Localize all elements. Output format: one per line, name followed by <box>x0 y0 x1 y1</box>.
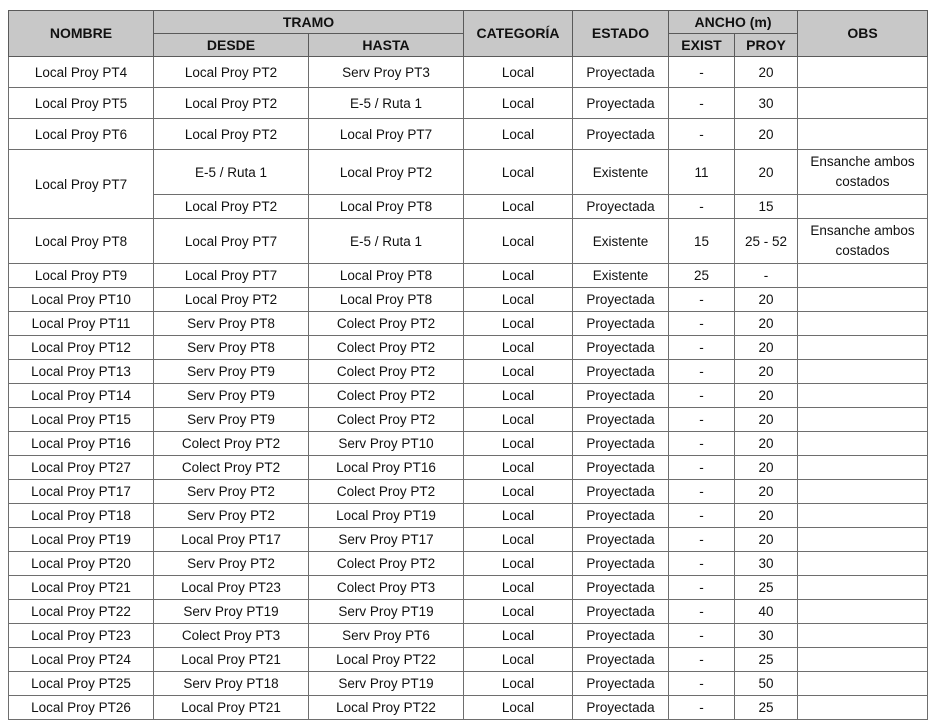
cell-proy: 25 <box>735 696 798 720</box>
cell-desde: Colect Proy PT2 <box>154 456 309 480</box>
cell-proy: 20 <box>735 528 798 552</box>
cell-proy: 20 <box>735 456 798 480</box>
table-row <box>9 264 928 288</box>
cell-exist: - <box>669 672 735 696</box>
cell-categoria: Local <box>464 57 573 88</box>
cell-hasta: Colect Proy PT2 <box>309 360 464 384</box>
table-row <box>9 288 928 312</box>
cell-desde: Serv Proy PT2 <box>154 480 309 504</box>
cell-exist: - <box>669 456 735 480</box>
table-container <box>8 10 928 720</box>
cell-nombre: Local Proy PT16 <box>9 432 154 456</box>
cell-estado: Proyectada <box>573 648 669 672</box>
cell-proy: 20 <box>735 288 798 312</box>
cell-desde: Serv Proy PT2 <box>154 552 309 576</box>
cell-proy: 50 <box>735 672 798 696</box>
table-row <box>9 88 928 119</box>
table-row <box>9 312 928 336</box>
cell-estado: Proyectada <box>573 672 669 696</box>
cell-estado: Proyectada <box>573 384 669 408</box>
cell-nombre: Local Proy PT18 <box>9 504 154 528</box>
cell-obs <box>798 672 928 696</box>
cell-hasta: Serv Proy PT19 <box>309 672 464 696</box>
cell-estado: Proyectada <box>573 336 669 360</box>
cell-estado: Proyectada <box>573 57 669 88</box>
cell-hasta: Serv Proy PT10 <box>309 432 464 456</box>
cell-desde: Colect Proy PT3 <box>154 624 309 648</box>
cell-proy: 20 <box>735 336 798 360</box>
cell-obs <box>798 119 928 150</box>
cell-obs <box>798 57 928 88</box>
cell-estado: Proyectada <box>573 552 669 576</box>
cell-categoria: Local <box>464 504 573 528</box>
cell-estado: Proyectada <box>573 288 669 312</box>
cell-obs <box>798 480 928 504</box>
cell-nombre: Local Proy PT20 <box>9 552 154 576</box>
cell-desde: Colect Proy PT2 <box>154 432 309 456</box>
cell-exist: - <box>669 312 735 336</box>
cell-hasta: Serv Proy PT19 <box>309 600 464 624</box>
cell-exist: - <box>669 624 735 648</box>
cell-obs <box>798 552 928 576</box>
cell-estado: Proyectada <box>573 576 669 600</box>
cell-desde: Local Proy PT23 <box>154 576 309 600</box>
table-row <box>9 57 928 88</box>
table-row <box>9 408 928 432</box>
cell-categoria: Local <box>464 195 573 219</box>
cell-proy: - <box>735 264 798 288</box>
cell-obs <box>798 384 928 408</box>
cell-categoria: Local <box>464 384 573 408</box>
cell-exist: - <box>669 552 735 576</box>
cell-proy: 20 <box>735 480 798 504</box>
cell-hasta: Local Proy PT2 <box>309 150 464 195</box>
cell-estado: Proyectada <box>573 600 669 624</box>
header-proy: PROY <box>735 34 798 57</box>
cell-categoria: Local <box>464 600 573 624</box>
header-obs: OBS <box>798 11 928 57</box>
cell-exist: - <box>669 195 735 219</box>
cell-proy: 20 <box>735 408 798 432</box>
cell-obs <box>798 648 928 672</box>
cell-exist: - <box>669 432 735 456</box>
cell-proy: 20 <box>735 432 798 456</box>
cell-hasta: Colect Proy PT3 <box>309 576 464 600</box>
cell-hasta: Local Proy PT7 <box>309 119 464 150</box>
cell-exist: - <box>669 119 735 150</box>
cell-hasta: Local Proy PT16 <box>309 456 464 480</box>
cell-categoria: Local <box>464 432 573 456</box>
cell-desde: Local Proy PT2 <box>154 88 309 119</box>
cell-obs <box>798 504 928 528</box>
header-categoria: CATEGORÍA <box>464 11 573 57</box>
cell-desde: Serv Proy PT8 <box>154 312 309 336</box>
cell-proy: 30 <box>735 552 798 576</box>
cell-proy: 25 <box>735 576 798 600</box>
table-row <box>9 119 928 150</box>
cell-estado: Existente <box>573 219 669 264</box>
cell-categoria: Local <box>464 360 573 384</box>
cell-hasta: Serv Proy PT17 <box>309 528 464 552</box>
cell-obs <box>798 456 928 480</box>
cell-desde: Local Proy PT7 <box>154 219 309 264</box>
cell-estado: Proyectada <box>573 528 669 552</box>
cell-estado: Proyectada <box>573 624 669 648</box>
cell-nombre: Local Proy PT8 <box>9 219 154 264</box>
cell-proy: 25 - 52 <box>735 219 798 264</box>
header-nombre: NOMBRE <box>9 11 154 57</box>
cell-desde: Local Proy PT21 <box>154 648 309 672</box>
header-hasta: HASTA <box>309 34 464 57</box>
cell-nombre: Local Proy PT10 <box>9 288 154 312</box>
cell-desde: Serv Proy PT2 <box>154 504 309 528</box>
cell-desde: Serv Proy PT9 <box>154 384 309 408</box>
cell-nombre: Local Proy PT5 <box>9 88 154 119</box>
cell-exist: - <box>669 576 735 600</box>
cell-estado: Proyectada <box>573 88 669 119</box>
cell-exist: - <box>669 88 735 119</box>
cell-hasta: Colect Proy PT2 <box>309 408 464 432</box>
table-row <box>9 528 928 552</box>
cell-hasta: Local Proy PT8 <box>309 288 464 312</box>
cell-categoria: Local <box>464 648 573 672</box>
cell-desde: Local Proy PT17 <box>154 528 309 552</box>
cell-hasta: Colect Proy PT2 <box>309 480 464 504</box>
cell-nombre: Local Proy PT7 <box>9 150 154 219</box>
cell-exist: - <box>669 288 735 312</box>
cell-hasta: Local Proy PT22 <box>309 648 464 672</box>
cell-exist: - <box>669 408 735 432</box>
cell-categoria: Local <box>464 552 573 576</box>
cell-obs <box>798 312 928 336</box>
cell-desde: E-5 / Ruta 1 <box>154 150 309 195</box>
cell-desde: Serv Proy PT9 <box>154 408 309 432</box>
cell-nombre: Local Proy PT4 <box>9 57 154 88</box>
cell-categoria: Local <box>464 528 573 552</box>
road-table <box>8 10 928 720</box>
cell-hasta: Colect Proy PT2 <box>309 384 464 408</box>
header-estado: ESTADO <box>573 11 669 57</box>
table-row <box>9 360 928 384</box>
table-row <box>9 219 928 264</box>
cell-hasta: Local Proy PT19 <box>309 504 464 528</box>
cell-estado: Proyectada <box>573 312 669 336</box>
cell-nombre: Local Proy PT17 <box>9 480 154 504</box>
cell-exist: - <box>669 696 735 720</box>
cell-exist: 15 <box>669 219 735 264</box>
table-row <box>9 432 928 456</box>
cell-categoria: Local <box>464 576 573 600</box>
cell-nombre: Local Proy PT11 <box>9 312 154 336</box>
cell-nombre: Local Proy PT14 <box>9 384 154 408</box>
cell-exist: - <box>669 600 735 624</box>
cell-hasta: E-5 / Ruta 1 <box>309 219 464 264</box>
cell-obs <box>798 408 928 432</box>
cell-estado: Proyectada <box>573 480 669 504</box>
cell-categoria: Local <box>464 408 573 432</box>
cell-exist: - <box>669 336 735 360</box>
cell-hasta: Colect Proy PT2 <box>309 552 464 576</box>
header-exist: EXIST <box>669 34 735 57</box>
cell-desde: Serv Proy PT8 <box>154 336 309 360</box>
cell-categoria: Local <box>464 312 573 336</box>
cell-exist: - <box>669 480 735 504</box>
cell-estado: Proyectada <box>573 456 669 480</box>
cell-categoria: Local <box>464 88 573 119</box>
cell-categoria: Local <box>464 480 573 504</box>
cell-categoria: Local <box>464 150 573 195</box>
cell-obs <box>798 696 928 720</box>
cell-obs <box>798 576 928 600</box>
cell-categoria: Local <box>464 696 573 720</box>
cell-proy: 40 <box>735 600 798 624</box>
cell-proy: 25 <box>735 648 798 672</box>
cell-hasta: Serv Proy PT3 <box>309 57 464 88</box>
cell-categoria: Local <box>464 219 573 264</box>
cell-desde: Local Proy PT7 <box>154 264 309 288</box>
cell-proy: 20 <box>735 57 798 88</box>
cell-exist: - <box>669 648 735 672</box>
cell-obs <box>798 88 928 119</box>
cell-categoria: Local <box>464 624 573 648</box>
cell-proy: 20 <box>735 119 798 150</box>
cell-obs: Ensanche ambos costados <box>798 219 928 264</box>
table-header <box>9 11 928 57</box>
table-row <box>9 456 928 480</box>
cell-categoria: Local <box>464 119 573 150</box>
cell-proy: 20 <box>735 360 798 384</box>
cell-obs <box>798 432 928 456</box>
cell-nombre: Local Proy PT19 <box>9 528 154 552</box>
cell-obs <box>798 624 928 648</box>
cell-proy: 30 <box>735 88 798 119</box>
cell-exist: - <box>669 528 735 552</box>
cell-hasta: Serv Proy PT6 <box>309 624 464 648</box>
cell-estado: Proyectada <box>573 432 669 456</box>
cell-nombre: Local Proy PT24 <box>9 648 154 672</box>
header-desde: DESDE <box>154 34 309 57</box>
cell-estado: Proyectada <box>573 119 669 150</box>
cell-hasta: Local Proy PT8 <box>309 264 464 288</box>
cell-hasta: Local Proy PT8 <box>309 195 464 219</box>
table-row <box>9 696 928 720</box>
cell-exist: 25 <box>669 264 735 288</box>
cell-obs <box>798 336 928 360</box>
cell-nombre: Local Proy PT27 <box>9 456 154 480</box>
table-row <box>9 576 928 600</box>
table-row <box>9 336 928 360</box>
table-row <box>9 150 928 195</box>
cell-proy: 20 <box>735 504 798 528</box>
cell-hasta: Colect Proy PT2 <box>309 312 464 336</box>
table-row <box>9 552 928 576</box>
cell-categoria: Local <box>464 288 573 312</box>
cell-obs <box>798 288 928 312</box>
cell-obs <box>798 600 928 624</box>
table-row <box>9 384 928 408</box>
cell-hasta: Colect Proy PT2 <box>309 336 464 360</box>
cell-desde: Serv Proy PT9 <box>154 360 309 384</box>
cell-obs <box>798 528 928 552</box>
cell-proy: 20 <box>735 384 798 408</box>
cell-desde: Serv Proy PT19 <box>154 600 309 624</box>
cell-obs <box>798 360 928 384</box>
table-body <box>9 57 928 720</box>
cell-desde: Local Proy PT21 <box>154 696 309 720</box>
cell-nombre: Local Proy PT15 <box>9 408 154 432</box>
cell-nombre: Local Proy PT25 <box>9 672 154 696</box>
cell-hasta: Local Proy PT22 <box>309 696 464 720</box>
cell-hasta: E-5 / Ruta 1 <box>309 88 464 119</box>
cell-estado: Existente <box>573 150 669 195</box>
cell-exist: - <box>669 360 735 384</box>
cell-desde: Local Proy PT2 <box>154 119 309 150</box>
cell-nombre: Local Proy PT22 <box>9 600 154 624</box>
cell-nombre: Local Proy PT21 <box>9 576 154 600</box>
cell-nombre: Local Proy PT6 <box>9 119 154 150</box>
cell-estado: Proyectada <box>573 696 669 720</box>
cell-exist: - <box>669 57 735 88</box>
cell-proy: 30 <box>735 624 798 648</box>
cell-estado: Proyectada <box>573 504 669 528</box>
cell-exist: - <box>669 384 735 408</box>
cell-obs <box>798 195 928 219</box>
cell-estado: Proyectada <box>573 360 669 384</box>
header-tramo: TRAMO <box>154 11 464 34</box>
cell-obs: Ensanche ambos costados <box>798 150 928 195</box>
cell-categoria: Local <box>464 672 573 696</box>
cell-nombre: Local Proy PT9 <box>9 264 154 288</box>
cell-proy: 20 <box>735 150 798 195</box>
table-row <box>9 672 928 696</box>
cell-desde: Serv Proy PT18 <box>154 672 309 696</box>
cell-estado: Proyectada <box>573 195 669 219</box>
table-row <box>9 624 928 648</box>
cell-exist: 11 <box>669 150 735 195</box>
cell-desde: Local Proy PT2 <box>154 57 309 88</box>
table-row <box>9 648 928 672</box>
cell-proy: 20 <box>735 312 798 336</box>
table-row <box>9 600 928 624</box>
cell-exist: - <box>669 504 735 528</box>
cell-desde: Local Proy PT2 <box>154 195 309 219</box>
cell-nombre: Local Proy PT12 <box>9 336 154 360</box>
cell-estado: Existente <box>573 264 669 288</box>
table-row <box>9 480 928 504</box>
cell-nombre: Local Proy PT26 <box>9 696 154 720</box>
cell-estado: Proyectada <box>573 408 669 432</box>
table-row <box>9 504 928 528</box>
cell-nombre: Local Proy PT23 <box>9 624 154 648</box>
cell-categoria: Local <box>464 336 573 360</box>
cell-nombre: Local Proy PT13 <box>9 360 154 384</box>
cell-proy: 15 <box>735 195 798 219</box>
cell-desde: Local Proy PT2 <box>154 288 309 312</box>
cell-categoria: Local <box>464 264 573 288</box>
header-ancho: ANCHO (m) <box>669 11 798 34</box>
cell-obs <box>798 264 928 288</box>
cell-categoria: Local <box>464 456 573 480</box>
